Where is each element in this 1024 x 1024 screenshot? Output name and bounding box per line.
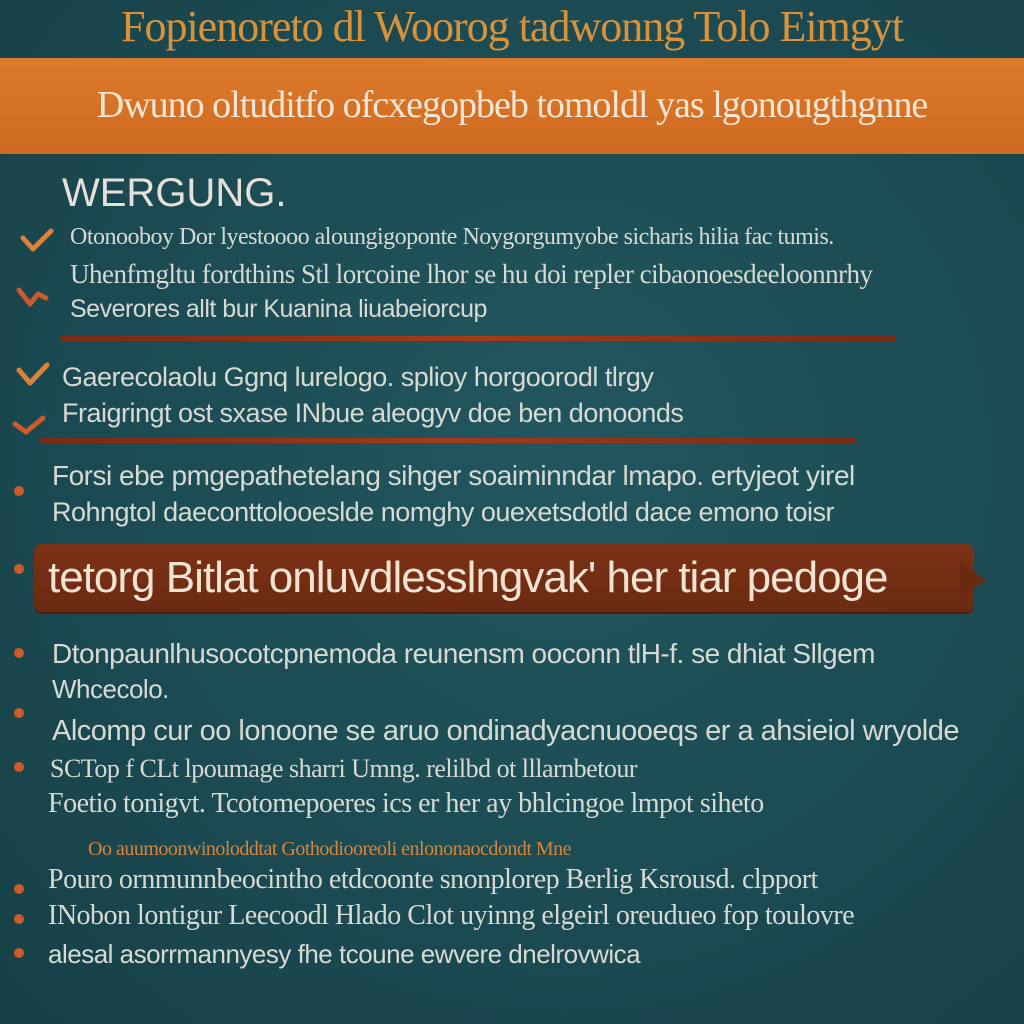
- bullet-dot-icon: [14, 884, 24, 894]
- checklist-line: Gaerecolaolu Ggnq lurelogo. splioy horgoorodl tlrgy: [62, 362, 654, 392]
- checkmark-icon: [16, 284, 50, 310]
- bullet-dot-icon: [14, 708, 24, 718]
- item-line: Pouro ornmunnbeocintho etdcoonte snonplorep Berlig Ksrousd. clpport: [48, 864, 818, 895]
- callout-text: tetorg Bitlat onluvdlesslngvak' her tiar pedoge: [48, 553, 888, 602]
- header-banner: [0, 58, 1024, 154]
- item-line: INobon lontigur Leecoodl Hlado Clot uyinng elgeirl oreudueo fop toulovre: [48, 900, 855, 931]
- item-line: Foetio tonigvt. Tcotomepoeres ics er her ay bhlcingoe lmpot siheto: [48, 788, 764, 819]
- checkmark-icon: [20, 228, 54, 254]
- paragraph-line: Rohngtol daeconttolooeslde nomghy ouexetsdotld dace emono toisr: [52, 497, 835, 527]
- paragraph-line: Forsi ebe pmgepathetelang sihger soaiminndar lmapo. ertyjeot yirel: [52, 460, 855, 491]
- bullet-dot-icon: [14, 564, 24, 574]
- item-line: Alcomp cur oo lonoone se aruo ondinadyacnuooeqs er a ahsieiol wryolde: [52, 715, 959, 747]
- checkmark-icon: [12, 410, 46, 436]
- checkmark-icon: [16, 362, 50, 388]
- item-line: alesal asorrmannyesy fhe tcoune ewvere dnelrovwica: [48, 939, 641, 969]
- item-line: SCTop f CLt lpoumage sharri Umng. relilbd ot lllarnbetour: [50, 754, 638, 783]
- checklist-line: Uhenfmgltu fordthins Stl lorcoine lhor se hu doi repler cibaonoesdeeloonnrhy: [70, 259, 873, 289]
- bullet-dot-icon: [14, 762, 24, 772]
- bullet-dot-icon: [14, 486, 24, 496]
- section-heading: WERGUNG.: [62, 171, 287, 215]
- checklist-line: Fraigringt ost sxase INbue aleogyv doe ben donoonds: [62, 398, 684, 428]
- document-title: Fopienoreto dl Woorog tadwonng Tolo Eimgyt: [120, 2, 904, 51]
- checklist-line: Otonooboy Dor lyestoooo aloungigoponte Noygorgumyobe sicharis hilia fac tumis.: [70, 224, 834, 250]
- bullet-dot-icon: [14, 648, 24, 658]
- subnote: Oo auumoonwinoloddtat Gothodiooreoli enlononaocdondt Mne: [88, 838, 572, 860]
- divider-rule: [60, 336, 896, 341]
- bullet-dot-icon: [14, 948, 24, 958]
- divider-rule: [40, 438, 856, 443]
- checklist-line: Severores allt bur Kuanina liuabeiorcup: [70, 295, 487, 323]
- item-line: Dtonpaunlhusocotcpnemoda reunensm ooconn tlH-f. se dhiat Sllgem: [52, 638, 876, 669]
- bullet-dot-icon: [14, 914, 24, 924]
- item-line: Whcecolo.: [52, 674, 169, 704]
- banner-text: Dwuno oltuditfo ofcxegopbeb tomoldl yas lgonougthgnne: [96, 84, 928, 126]
